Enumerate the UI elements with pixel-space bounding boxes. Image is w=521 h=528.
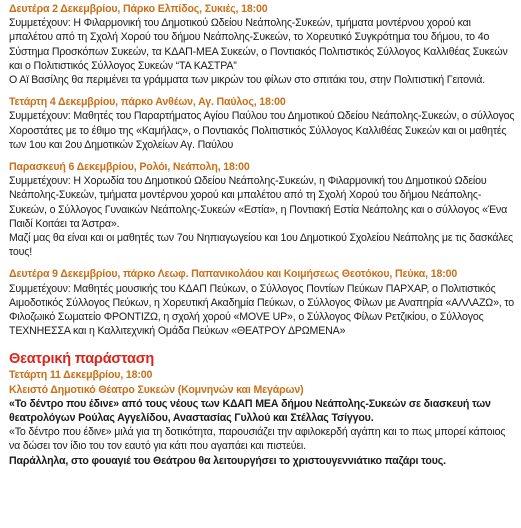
event-dec-6 <box>9 160 515 259</box>
event-note: Ο Αϊ Βασίλης θα περιμένει τα γράμματα των μικρών του φίλων στο σπιτάκι του, στην Πολιτιστική Γειτονιά. <box>9 74 485 87</box>
theatre-venue: Κλειστό Δημοτικό Θέατρο Συκεών (Κομνηνών και Μεγάρων) <box>9 383 304 396</box>
theatre-date: Τετάρτη 11 Δεκεμβρίου, 18:00 <box>9 369 153 382</box>
document <box>9 2 515 468</box>
event-heading: Δευτέρα 2 Δεκεμβρίου, Πάρκο Ελπίδος, Συκιές, 18:00 <box>9 3 268 15</box>
event-participants: Συμμετέχουν: Μαθητές του Παραρτήματος Αγίου Παύλου του Δημοτικού Ωδείου Νεάπολης-Συκεών, ο σύλλογος Χοροστάτες με το έθιμο της «Καμήλας», ο Ποντιακός Πολιτιστικός Σύλλογος Καλλιθέας Συκεών και οι μαθητές των 1ου και 2ου Δημοτικών Σχολείων Αγ. Παύλου <box>9 110 515 151</box>
event-heading: Παρασκευή 6 Δεκεμβρίου, Ρολόι, Νεάπολη, 18:00 <box>9 161 250 174</box>
event-heading: Τετάρτη 4 Δεκεμβρίου, πάρκο Ανθέων, Αγ. Παύλος, 18:00 <box>9 96 286 109</box>
section-title-theatre: Θεατρική παράσταση <box>9 351 155 368</box>
event-heading: Δευτέρα 9 Δεκεμβρίου, πάρκο Λεωφ. Παπανικολάου και Κοιμήσεως Θεοτόκου, Πεύκα, 18:00 <box>9 268 458 281</box>
event-dec-9 <box>9 267 515 338</box>
theatre-description: «Το δέντρο που έδινε» μιλά για τη δοτικότητα, παρουσιάζει την αφιλοκερδή αγάπη και το πως μπορεί κάποιος να δώσει τον ίδιο του τον εαυτό για κάτι που αγαπάει και πιστεύει. <box>9 426 506 453</box>
event-dec-2 <box>9 2 515 87</box>
theatre-event <box>9 368 515 467</box>
event-note: Μαζί μας θα είναι και οι μαθητές των 7ου Νηπιαγωγείου και 1ου Δημοτικού Σχολείου Νεάπολης με τις δασκάλες τους! <box>9 232 514 259</box>
theatre-play-title: «Το δέντρο που έδινε» από τους νέους των ΚΔΑΠ ΜΕΑ δήμου Νεάπολης-Συκεών σε διασκευή των θεατρολόγων Ρούλας Αγγελίδου, Αναστασίας Γυλλού και Στέλλας Τσίγγου. <box>9 397 491 425</box>
event-participants: Συμμετέχουν: Η Φιλαρμονική του Δημοτικού Ωδείου Νεάπολης-Συκεών, τμήματα μοντέρνου χορού και μπαλέτου από τη Σχολή Χορού του δήμου Νεάπολης-Συκεών, το Χορευτικό Συγκρότημα του δήμου, το 4ο Σύστημα Προσκόπων Συκεών, τα ΚΔΑΠ-ΜΕΑ Συκεών, ο Ποντιακός Πολιτιστικός Σύλλογος Καλλιθέας Συκεών και ο Πολιτιστικός Σύλλογος Συκεών “ΤΑ ΚΑΣΤΡΑ” <box>9 17 508 72</box>
event-dec-4 <box>9 95 515 152</box>
theatre-footer-note: Παράλληλα, στο φουαγιέ του Θεάτρου θα λειτουργήσει το χριστουγεννιάτικο παζάρι τους. <box>9 454 446 467</box>
event-participants: Συμμετέχουν: Μαθητές μουσικής του ΚΔΑΠ Πεύκων, ο Σύλλογος Ποντίων Πεύκων ΠΑΡΧΑΡ, ο Πολιτιστικός Αιμοδοτικός Σύλλογος Πεύκων, η Χορευτική Ακαδημία Πεύκων, ο Σύλλογος Φίλων με Αναπηρία «ΑΛΛΑΖΩ», το Φιλοζωικό Σωματείο ΦΡΟΝΤΙΖΩ, η σχολή χορού «MOVE UP», ο Σύλλογος Φίλων Ρετζικίου, ο Σύλλογος ΤΕΧΝΗΕΣΣΑ και η Καλλιτεχνική Ομάδα Πεύκων «ΘΕΑΤΡΟΥ ΔΡΩΜΕΝΑ» <box>9 282 515 338</box>
event-participants: Συμμετέχουν: Η Χορωδία του Δημοτικού Ωδείου Νεάπολης-Συκεών, η Φιλαρμονική του Δημοτικού Ωδείου Νεάπολης-Συκεών, τμήματα μοντέρνου χορού και μπαλέτου από τη Σχολή Χορού του δήμου Νεάπολης-Συκεών, ο Σύλλογος Γυναικών Νεάπολης-Συκεών «Εστία», η Ποντιακή Εστία Νεάπολης και ο σύλλογος «Ένα Παιδί Κοιτάει τα Άστρα». <box>9 175 508 230</box>
